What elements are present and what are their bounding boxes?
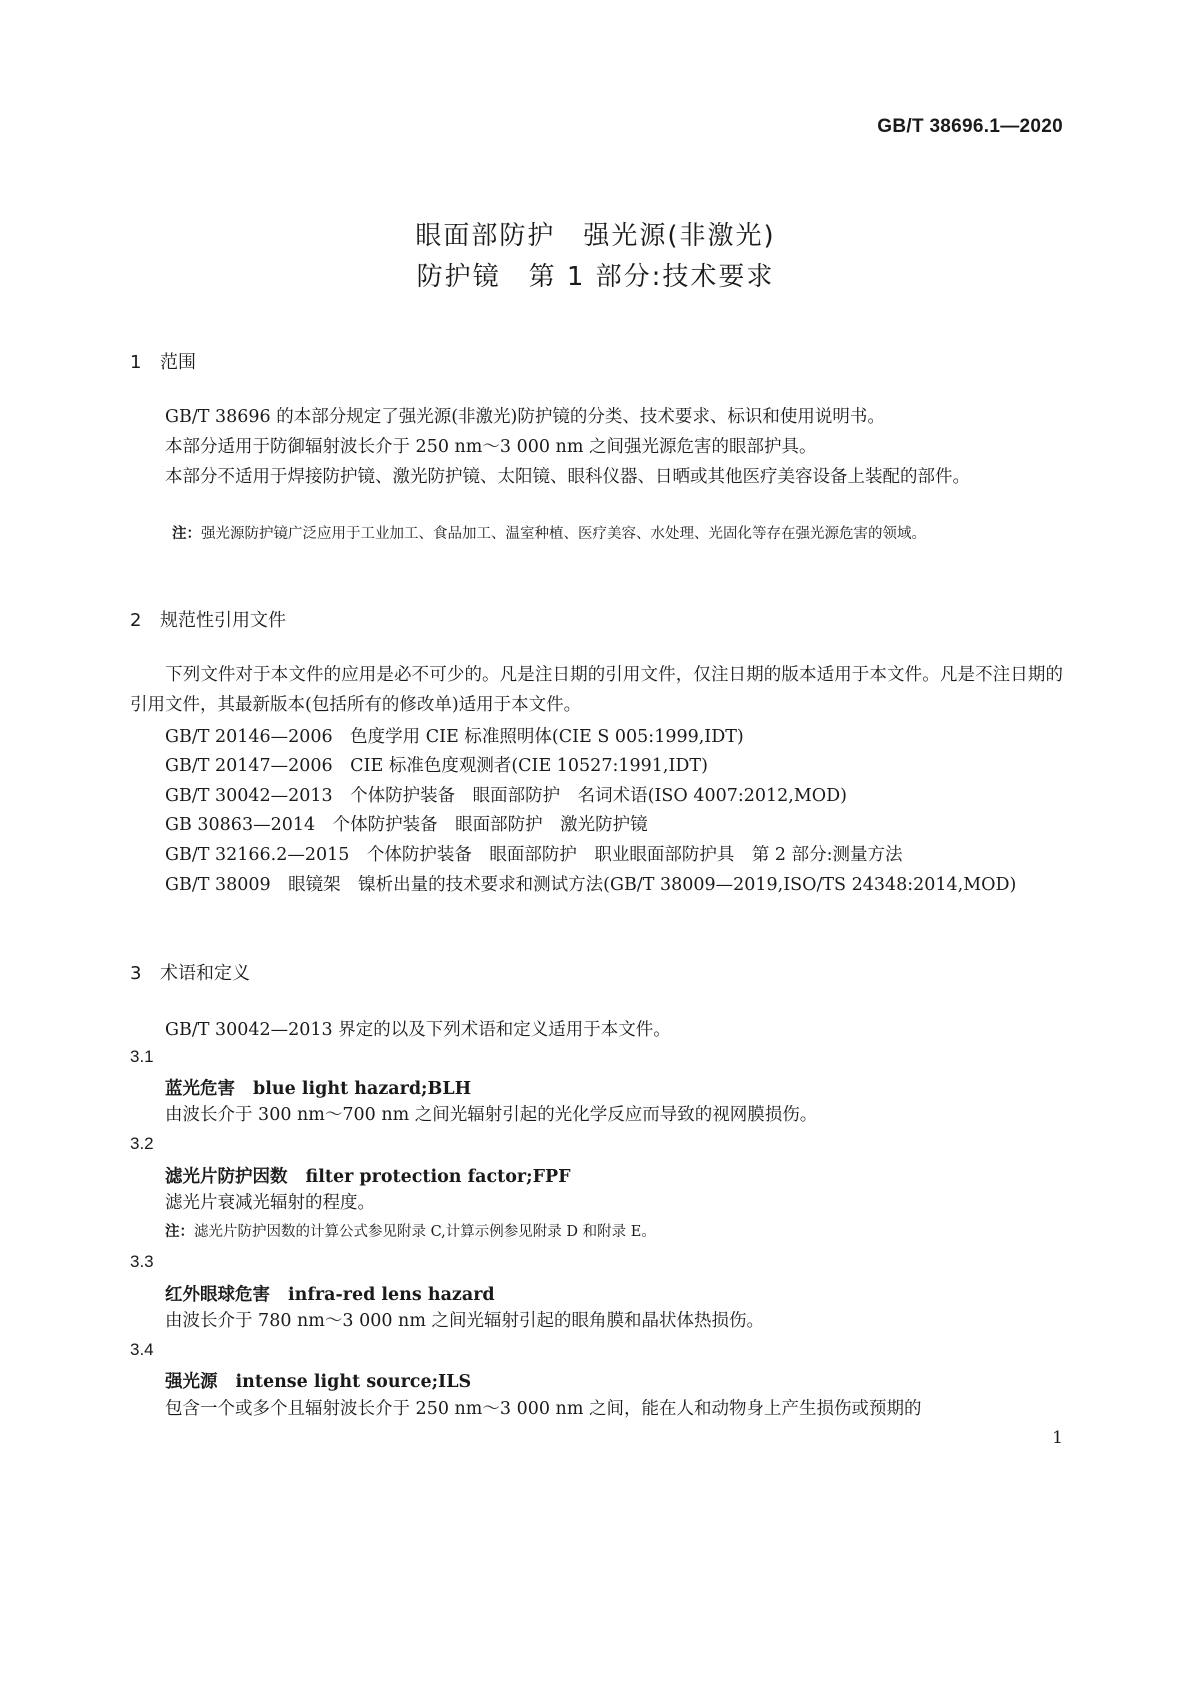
term-chinese: 滤光片防护因数 <box>165 1167 288 1187</box>
scope-note <box>172 521 1063 547</box>
document-title-line1: 眼面部防护 强光源(非激光) <box>415 221 776 251</box>
term-chinese: 强光源 <box>165 1372 218 1392</box>
term-english: filter protection factor;FPF <box>305 1167 571 1187</box>
term-definition: 包含一个或多个且辐射波长介于 250 nm～3 000 nm 之间，能在人和动物身上产生损伤或预期的 <box>165 1399 922 1419</box>
term-note <box>165 1220 656 1241</box>
note-text: 强光源防护镜广泛应用于工业加工、食品加工、温室种植、医疗美容、水处理、光固化等存在强光源危害的领域。 <box>201 526 926 542</box>
section-title: 规范性引用文件 <box>160 610 286 631</box>
note-label: 注： <box>165 1224 194 1240</box>
term-number: 3.2 <box>130 1134 154 1153</box>
page-number: 1 <box>1052 1428 1063 1448</box>
section-2-heading <box>130 606 286 632</box>
section-title: 范围 <box>160 352 196 373</box>
scope-paragraph-1: GB/T 38696 的本部分规定了强光源(非激光)防护镜的分类、技术要求、标识和使用说明书。 <box>165 407 885 427</box>
section-3-heading <box>130 959 250 985</box>
scope-paragraph-3: 本部分不适用于焊接防护镜、激光防护镜、太阳镜、眼科仪器、日晒或其他医疗美容设备上装配的部件。 <box>165 467 970 487</box>
term-english: intense light source;ILS <box>235 1372 472 1392</box>
terms-intro: GB/T 30042—2013 界定的以及下列术语和定义适用于本文件。 <box>165 1020 671 1040</box>
term-number: 3.4 <box>130 1340 154 1359</box>
term-number: 3.1 <box>130 1047 154 1066</box>
section-number: 2 <box>130 610 142 631</box>
term-heading <box>165 1281 495 1306</box>
reference-item: GB/T 32166.2—2015 个体防护装备 眼面部防护 职业眼面部防护具 第 2 部分:测量方法 <box>165 845 903 865</box>
term-english: infra-red lens hazard <box>288 1285 495 1305</box>
term-heading <box>165 1163 571 1188</box>
term-definition: 由波长介于 780 nm～3 000 nm 之间光辐射引起的眼角膜和晶状体热损伤。 <box>165 1311 764 1331</box>
term-chinese: 蓝光危害 <box>165 1079 235 1099</box>
references-intro: 下列文件对于本文件的应用是必不可少的。凡是注日期的引用文件，仅注日期的版本适用于本文件。凡是不注日期的引用文件，其最新版本(包括所有的修改单)适用于本文件。 <box>130 665 1063 715</box>
reference-item: GB/T 30042—2013 个体防护装备 眼面部防护 名词术语(ISO 4007:2012,MOD) <box>165 786 847 806</box>
section-number: 1 <box>130 352 142 373</box>
term-english: blue light hazard;BLH <box>253 1079 472 1099</box>
term-chinese: 红外眼球危害 <box>165 1285 270 1305</box>
term-definition: 由波长介于 300 nm～700 nm 之间光辐射引起的光化学反应而导致的视网膜损伤。 <box>165 1105 818 1125</box>
term-heading <box>165 1075 471 1100</box>
note-label: 注： <box>172 526 201 542</box>
term-definition: 滤光片衰减光辐射的程度。 <box>165 1193 375 1213</box>
term-heading <box>165 1368 471 1393</box>
section-1-heading <box>130 348 196 374</box>
reference-item: GB/T 20147—2006 CIE 标准色度观测者(CIE 10527:1991,IDT) <box>165 756 708 776</box>
section-number: 3 <box>130 963 142 984</box>
note-text: 滤光片防护因数的计算公式参见附录 C,计算示例参见附录 D 和附录 E。 <box>194 1224 656 1240</box>
reference-item: GB 30863—2014 个体防护装备 眼面部防护 激光防护镜 <box>165 815 648 835</box>
reference-item: GB/T 38009 眼镜架 镍析出量的技术要求和测试方法(GB/T 38009—2019,ISO/TS 24348:2014,MOD) <box>165 875 1017 895</box>
reference-item: GB/T 20146—2006 色度学用 CIE 标准照明体(CIE S 005:1999,IDT) <box>165 727 744 747</box>
document-title-line2: 防护镜 第 1 部分:技术要求 <box>416 262 775 292</box>
standard-number: GB/T 38696.1—2020 <box>877 116 1063 137</box>
section-title: 术语和定义 <box>160 963 250 984</box>
scope-paragraph-2: 本部分适用于防御辐射波长介于 250 nm～3 000 nm 之间强光源危害的眼部护具。 <box>165 437 817 457</box>
term-number: 3.3 <box>130 1252 154 1271</box>
